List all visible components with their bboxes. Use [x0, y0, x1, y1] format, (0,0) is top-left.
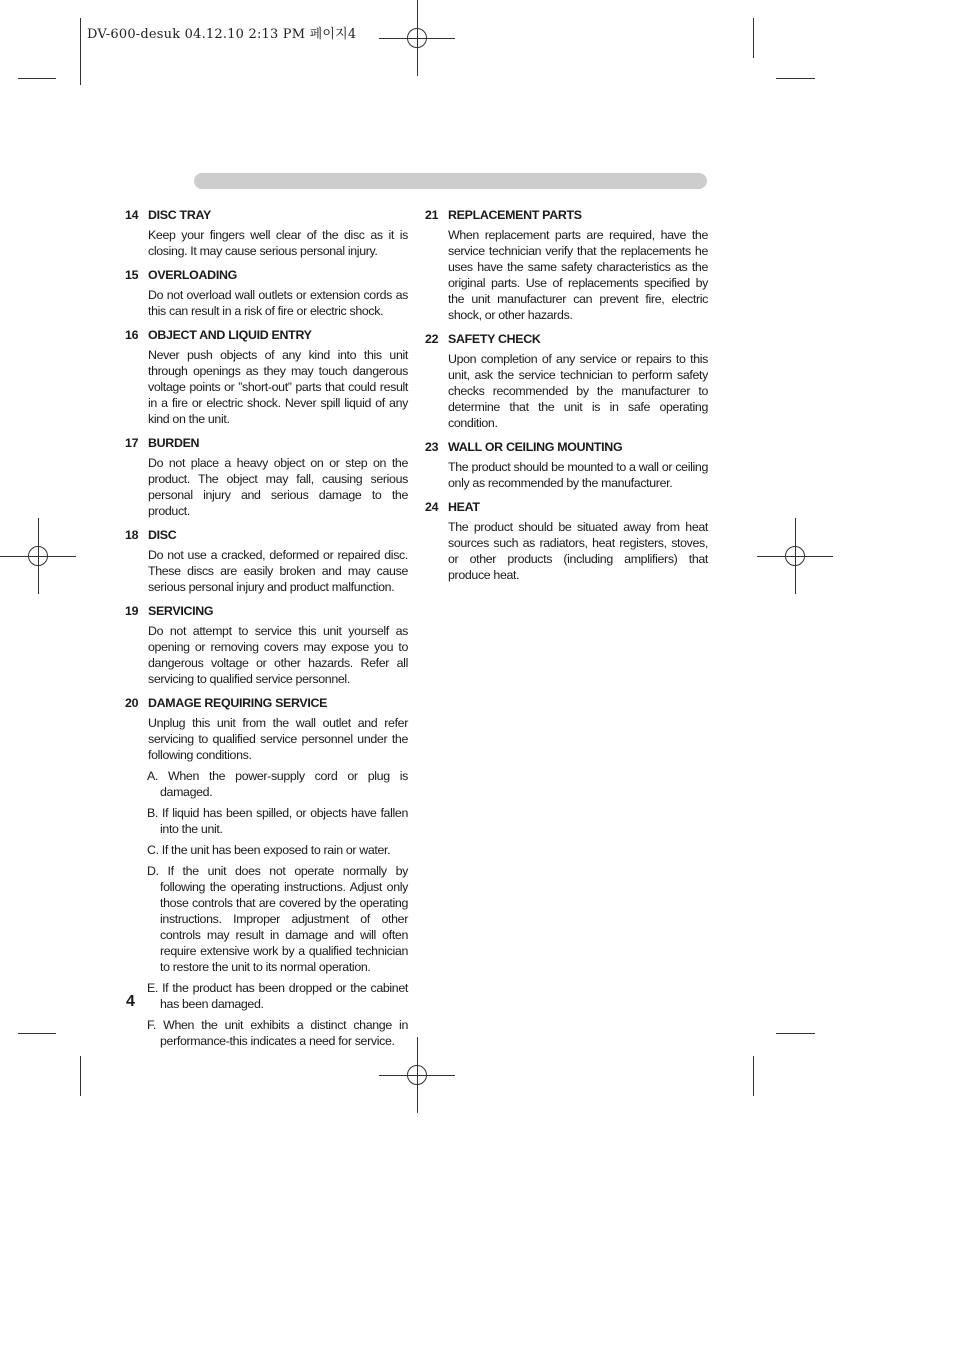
section-heading [125, 326, 408, 344]
safety-section [425, 330, 708, 431]
safety-section [425, 438, 708, 491]
section-number: 21 [425, 208, 439, 222]
crop-mark [776, 78, 815, 79]
section-heading [425, 330, 708, 348]
safety-section [125, 326, 408, 427]
section-body: The product should be mounted to a wall or ceiling only as recommended by the manufacturer. [448, 460, 708, 490]
section-title: DISC [148, 528, 177, 542]
section-heading [125, 434, 408, 452]
section-title: OBJECT AND LIQUID ENTRY [148, 328, 312, 342]
left-column [125, 206, 408, 1056]
section-title: WALL OR CEILING MOUNTING [448, 440, 623, 454]
section-heading [425, 206, 708, 224]
condition-item: E. If the product has been dropped or the cabinet has been damaged. [147, 981, 408, 1011]
crop-mark [753, 18, 754, 58]
section-body: Upon completion of any service or repairs to this unit, ask the service technician to perform safety checks recommended by the manufacturer to determine that the unit is in safe operating condition. [448, 352, 708, 430]
condition-list [125, 768, 408, 1049]
section-body: Do not attempt to service this unit yourself as opening or removing covers may expose you to dangerous voltage or other hazards. Refer all servicing to qualified service personnel. [148, 624, 408, 686]
condition-item: D. If the unit does not operate normally by following the operating instructions. Adjust only those controls that are covered by the operating instructions. Improper adjustment of other controls may result in damage and will often require extensive work by a qualified technician to restore the unit to its normal operation. [147, 864, 408, 974]
header-bar [194, 173, 707, 189]
section-number: 16 [125, 328, 139, 342]
condition-item: F. When the unit exhibits a distinct change in performance-this indicates a need for service. [147, 1018, 408, 1048]
section-title: DISC TRAY [148, 208, 211, 222]
section-number: 19 [125, 604, 139, 618]
section-body: Do not place a heavy object on or step on the product. The object may fall, causing serious personal injury and serious damage to the product. [148, 456, 408, 518]
section-body: Do not use a cracked, deformed or repaired disc. These discs are easily broken and may cause serious personal injury and product malfunction. [148, 548, 408, 594]
section-body: Unplug this unit from the wall outlet and refer servicing to qualified service personnel under the following conditions. [148, 716, 408, 762]
safety-section [125, 434, 408, 519]
crop-mark [18, 78, 56, 79]
section-number: 15 [125, 268, 139, 282]
section-heading [125, 694, 408, 712]
section-body: Keep your fingers well clear of the disc as it is closing. It may cause serious personal injury. [148, 228, 408, 258]
registration-mark-top [379, 0, 455, 76]
section-number: 20 [125, 696, 139, 710]
safety-section [425, 206, 708, 323]
section-number: 18 [125, 528, 139, 542]
safety-section [125, 266, 408, 319]
section-number: 22 [425, 332, 439, 346]
section-heading [425, 498, 708, 516]
section-number: 14 [125, 208, 139, 222]
section-number: 23 [425, 440, 439, 454]
page-number: 4 [126, 993, 135, 1010]
condition-item: C. If the unit has been exposed to rain or water. [147, 843, 391, 857]
section-heading [425, 438, 708, 456]
crop-mark [80, 1056, 81, 1096]
safety-section [125, 206, 408, 259]
section-body: When replacement parts are required, have the service technician verify that the replacements he uses have the same safety characteristics as the original parts. Use of replacements specified by the unit manufacturer can prevent fire, electric shock, or other hazards. [448, 228, 708, 322]
section-body: The product should be situated away from heat sources such as radiators, heat registers, stoves, or other products (including amplifiers) that produce heat. [448, 520, 708, 582]
section-body: Never push objects of any kind into this unit through openings as they may touch dangerous voltage points or ”short-out” parts that could result in a fire or electric shock. Never spill liquid of any kind on the unit. [148, 348, 408, 426]
section-title: SAFETY CHECK [448, 332, 541, 346]
section-body: Do not overload wall outlets or extension cords as this can result in a risk of fire or electric shock. [148, 288, 408, 318]
crop-mark [776, 1033, 815, 1034]
safety-section [125, 602, 408, 687]
print-slug: DV-600-desuk 04.12.10 2:13 PM 페이지4 [87, 27, 357, 42]
safety-section [425, 498, 708, 583]
section-title: BURDEN [148, 436, 200, 450]
crop-mark [753, 1056, 754, 1096]
right-column [425, 206, 708, 590]
crop-mark [18, 1033, 56, 1034]
section-title: REPLACEMENT PARTS [448, 208, 582, 222]
safety-section [125, 694, 408, 1049]
crop-mark [80, 18, 81, 85]
safety-section [125, 526, 408, 595]
condition-item: B. If liquid has been spilled, or objects have fallen into the unit. [147, 806, 408, 836]
section-title: OVERLOADING [148, 268, 237, 282]
section-title: SERVICING [148, 604, 214, 618]
condition-item: A. When the power-supply cord or plug is damaged. [147, 769, 408, 799]
section-title: DAMAGE REQUIRING SERVICE [148, 696, 328, 710]
section-heading [125, 526, 408, 544]
section-heading [125, 206, 408, 224]
section-title: HEAT [448, 500, 480, 514]
section-heading [125, 266, 408, 284]
section-heading [125, 602, 408, 620]
section-number: 17 [125, 436, 139, 450]
section-number: 24 [425, 500, 439, 514]
registration-mark-left [0, 518, 76, 594]
registration-mark-right [757, 518, 833, 594]
